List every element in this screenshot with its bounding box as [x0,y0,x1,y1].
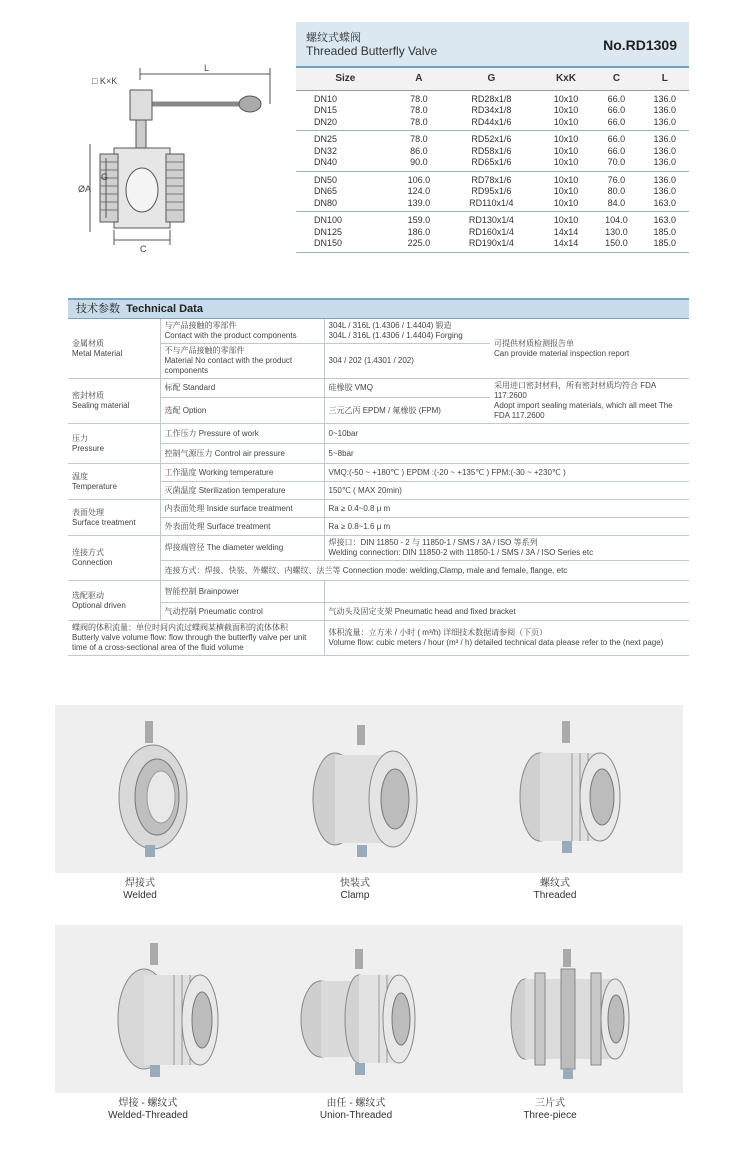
category-en: Pressure [72,443,105,453]
table-cell: 66.0 [607,134,626,144]
category-sealing [68,379,160,424]
sub-item: 气动控制 Pneumatic control [160,603,324,621]
category-metal [68,319,160,379]
value: Ra ≥ 0.4~0.8 μ m [324,500,689,518]
table-cell: 136.0 [653,174,677,185]
table-cell: 78.0 [410,93,428,104]
table-cell: RD160x1/4 [468,226,514,237]
note [490,379,689,424]
category-cn: 表面处理 [72,507,104,517]
variant-en: Welded-Threaded [108,1110,188,1121]
table-cell: 86.0 [410,145,428,156]
table-cell: 78.0 [410,105,428,115]
flow-unit-cn: 体积流量：立方米 / 小时 ( m³/h) 详细技术数据请参阅（下页） [328,628,548,637]
variant-en: Clamp [340,890,370,901]
table-cell: 163.0 [653,215,677,225]
table-row [296,157,689,171]
table-row [68,603,689,621]
table-cell: 159.0 [407,215,431,225]
value-line: Welding connection: DIN 11850-2 with 11850-1 / SMS / 3A / ISO Series etc [328,548,594,557]
value: 304 / 202 (1.4301 / 202) [324,344,490,379]
table-cell: 10x10 [553,105,579,115]
table-cell: 124.0 [407,186,431,196]
table-cell: 10x10 [553,186,579,196]
table-cell: 136.0 [641,117,689,131]
drawing-label-l: L [204,63,210,73]
table-cell: DN80 [296,198,395,212]
column-header: C [592,68,640,90]
technical-data-title-cn: 技术参数 [76,303,120,315]
table-cell: DN65 [314,186,338,196]
table-row [68,482,689,500]
value: 5~8bar [324,444,689,464]
table-row [68,621,689,656]
table-cell: DN10 [314,93,338,104]
table-cell: 185.0 [641,238,689,252]
table-row [68,581,689,603]
table-cell: RD44x1/6 [443,117,540,131]
table-cell: 136.0 [653,93,677,104]
sub-item-cn: 不与产品接触的零部件 [164,346,245,355]
variant-cn: 焊接式 [125,878,155,889]
flow-unit [324,621,689,656]
sub-item-en: Material No contact with the product components [164,356,293,375]
table-row [296,105,689,117]
category-cn: 温度 [72,471,88,481]
value [324,536,689,561]
table-cell: 10x10 [540,117,593,131]
table-cell: DN32 [314,145,338,156]
variant-photo-row [55,705,683,873]
value-line: 焊接口：DIN 11850 - 2 与 11850-1 / SMS / 3A / ISO 等系列 [328,538,538,547]
welded-threaded-valve-image [110,943,230,1083]
valve-technical-drawing [70,40,290,260]
table-cell: RD95x1/6 [471,186,512,196]
size-table-header [296,68,689,90]
table-row [68,561,689,581]
size-table-block [296,22,689,253]
welded-valve-image [95,719,205,859]
table-cell: 10x10 [540,198,593,212]
category-cn: 连接方式 [72,548,104,557]
size-table [296,68,689,253]
category-en: Sealing material [72,401,130,410]
variant-en: Three-piece [523,1110,577,1121]
column-header: A [395,68,443,90]
table-cell: 66.0 [607,93,626,104]
product-model-number: No.RD1309 [603,37,677,53]
table-cell: 136.0 [641,157,689,171]
table-cell: 90.0 [395,157,443,171]
category-pressure [68,424,160,464]
sub-item: 控制气源压力 Control air pressure [160,444,324,464]
sub-item: 外表面处理 Surface treatment [160,518,324,536]
value [324,581,689,603]
table-cell: RD34x1/8 [471,105,512,115]
table-cell: 139.0 [395,198,443,212]
sub-item: 标配 Standard [160,379,324,398]
sub-item-en: Contact with the product components [164,331,297,340]
drawing-label-a: ØA [78,184,92,194]
clamp-valve-image [305,725,425,865]
drawing-label-c: C [140,244,147,254]
product-title-en: Threaded Butterfly Valve [306,44,438,58]
variant-cn: 焊接 - 螺纹式 [118,1098,178,1109]
value [324,319,490,344]
value-line: 304L / 316L (1.4306 / 1.4404) 锻造 [328,321,452,330]
table-cell: RD78x1/6 [471,174,512,185]
table-row [296,171,689,186]
column-header: KxK [540,68,593,90]
table-cell: 10x10 [553,215,579,225]
column-header: Size [296,68,395,90]
table-cell: 136.0 [653,105,677,115]
category-cn: 密封材质 [72,391,104,400]
value: 气动头及固定支架 Pneumatic head and fixed bracket [324,603,689,621]
flow-definition [68,621,324,656]
table-cell: 78.0 [395,117,443,131]
value: Ra ≥ 0.8~1.6 μ m [324,518,689,536]
category-temperature [68,464,160,500]
table-cell: 225.0 [395,238,443,252]
category-cn: 选配驱动 [72,590,104,600]
table-row [68,518,689,536]
value: 连接方式：焊接、快装、外螺纹、内螺纹、法兰等 Connection mode: welding,Clamp, male and female, flange, etc [160,561,689,581]
note-cn: 可提供材质检测报告单 [494,338,574,348]
category-en: Optional driven [72,600,126,610]
table-row [68,464,689,482]
table-cell: DN25 [314,134,338,144]
table-cell: 136.0 [653,145,677,156]
note-cn: 采用进口密封材料，所有密封材质均符合 FDA 117.2600 [494,381,656,400]
technical-data-title-en: Technical Data [126,303,203,315]
technical-data-section [68,298,689,656]
value: 0~10bar [324,424,689,444]
column-header: G [443,68,540,90]
variant-en: Threaded [533,890,577,901]
variant-cn: 三片式 [535,1098,565,1109]
value-line: 304L / 316L (1.4306 / 1.4404) Forging [328,331,463,340]
threaded-valve-image [510,721,630,861]
product-title-cn: 螺纹式蝶阀 [306,32,361,44]
table-row [296,227,689,239]
table-cell: DN15 [314,105,338,115]
table-row [296,238,689,252]
table-cell: DN150 [296,238,395,252]
variant-en: Welded [123,890,157,901]
three-piece-valve-image [505,949,635,1089]
variant-cn: 快装式 [340,878,370,889]
variant-photo-row [55,925,683,1093]
table-cell: 80.0 [607,186,626,196]
table-cell: RD65x1/6 [443,157,540,171]
value: VMQ:(-50 ~ +180℃ ) EPDM :(-20 ~ +135℃ ) FPM:(-30 ~ +230℃ ) [324,464,689,482]
table-cell: 14x14 [553,226,579,237]
sub-item [160,319,324,344]
note-en: Adopt import sealing materials, which all meet The FDA 117.2600 [494,401,673,420]
category-surface [68,500,160,536]
table-cell: RD110x1/4 [443,198,540,212]
table-cell: 78.0 [410,134,428,144]
table-cell: 163.0 [641,198,689,212]
table-cell: 70.0 [592,157,640,171]
table-cell: 66.0 [592,117,640,131]
table-cell: 150.0 [592,238,640,252]
sub-item-cn: 与产品接触的零部件 [164,321,237,330]
table-row [296,90,689,105]
variant-caption [276,1098,436,1122]
category-en: Connection [72,558,113,567]
flow-unit-en: Volume flow: cubic meters / hour (m³ / h) detailed technical data please refer to the (next page) [328,638,664,647]
table-row [68,379,689,398]
table-cell: 14x14 [540,238,593,252]
category-en: Surface treatment [72,517,136,527]
flow-definition-cn: 蝶阀的体积流量：单位时间内流过蝶阀某横截面积的流体体积 [72,623,288,632]
variant-caption [60,878,220,902]
table-cell: 185.0 [653,226,677,237]
product-header [296,22,689,68]
table-cell: DN20 [296,117,395,131]
sub-item: 焊接端管径 The diameter welding [160,536,324,561]
table-row [68,500,689,518]
table-row [296,146,689,158]
sub-item: 灭菌温度 Sterilization temperature [160,482,324,500]
table-cell: 136.0 [653,186,677,196]
table-cell: 10x10 [540,157,593,171]
table-row [296,198,689,212]
table-cell: RD190x1/4 [443,238,540,252]
sub-item: 工作温度 Working temperature [160,464,324,482]
flow-definition-en: Butterly valve volume flow: flow through the butterfly valve per unit time of a cross-sectional area of the fluid volume [72,633,307,652]
table-cell: 186.0 [407,226,431,237]
variant-caption [68,1098,228,1122]
table-cell: RD58x1/6 [471,145,512,156]
sub-item: 内表面处理 Inside surface treatment [160,500,324,518]
sub-item: 选配 Option [160,398,324,424]
category-en: Temperature [72,481,117,491]
table-cell: 10x10 [553,93,579,104]
value: 三元乙丙 EPDM / 氟橡胶 (FPM) [324,398,490,424]
category-en: Metal Material [72,348,123,358]
table-cell: 106.0 [407,174,431,185]
table-row [68,319,689,344]
table-cell: 130.0 [605,226,628,237]
table-row [296,131,689,146]
table-cell: 10x10 [553,145,579,156]
union-threaded-valve-image [295,949,425,1089]
drawing-label-kxk: □ K×K [92,76,118,86]
table-cell: RD52x1/6 [471,134,512,144]
table-cell: 66.0 [607,145,626,156]
table-cell: 104.0 [605,215,628,225]
variant-caption [470,1098,630,1122]
table-cell: 76.0 [607,174,626,185]
technical-data-header [68,298,689,319]
category-driven [68,581,160,621]
value: 150℃ ( MAX 20min) [324,482,689,500]
table-cell: DN50 [314,174,338,185]
table-row [68,536,689,561]
table-cell: RD28x1/8 [471,93,512,104]
table-cell: DN125 [314,226,343,237]
table-cell: DN40 [296,157,395,171]
table-cell: 136.0 [653,134,677,144]
variant-en: Union-Threaded [319,1110,393,1121]
table-row [68,444,689,464]
table-row [296,212,689,227]
sub-item: 智能控制 Brainpower [160,581,324,603]
table-row [68,424,689,444]
table-cell: 84.0 [592,198,640,212]
drawing-label-g: G [101,172,109,182]
table-cell: 10x10 [553,134,579,144]
variant-caption [475,878,635,902]
sub-item: 工作压力 Pressure of work [160,424,324,444]
note [490,319,689,379]
note-en: Can provide material inspection report [494,348,630,358]
sub-item [160,344,324,379]
variant-cn: 螺纹式 [540,878,570,889]
column-header: L [641,68,689,90]
table-cell: RD130x1/4 [468,215,514,225]
table-row [296,186,689,198]
variant-cn: 由任 - 螺纹式 [326,1098,386,1109]
table-cell: 66.0 [607,105,626,115]
table-row [296,117,689,131]
table-cell: DN100 [314,215,343,225]
category-cn: 压力 [72,433,88,443]
table-cell: 10x10 [553,174,579,185]
category-cn: 金属材质 [72,338,104,348]
technical-data-table [68,319,689,656]
variant-caption [275,878,435,902]
category-connection [68,536,160,581]
value: 硅橡胶 VMQ [324,379,490,398]
